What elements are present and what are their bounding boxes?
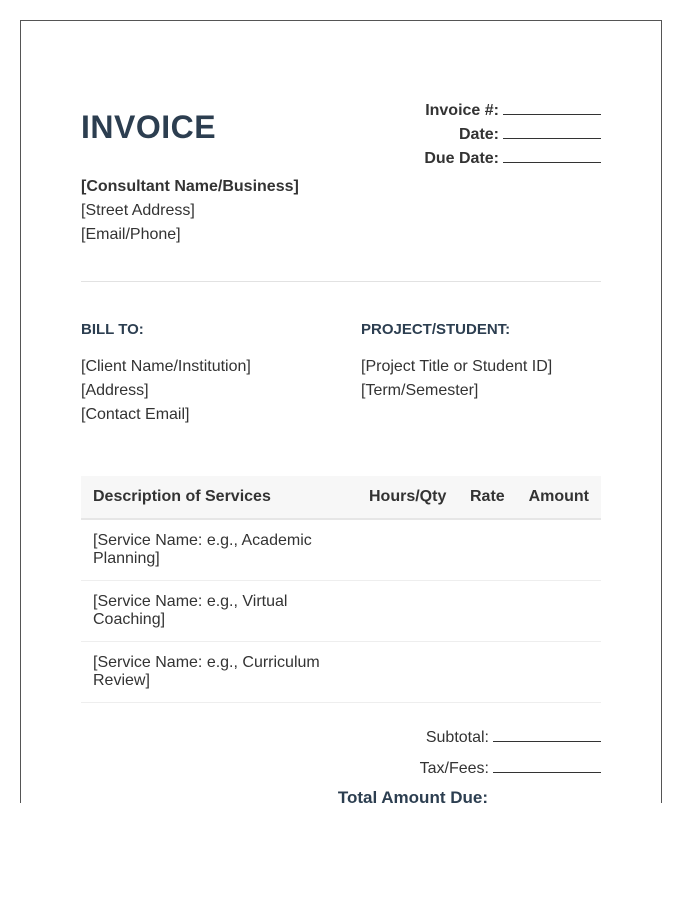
consultant-contact: [Email/Phone] bbox=[81, 226, 181, 243]
table-row bbox=[81, 520, 601, 581]
service-description: [Service Name: e.g., Curriculum Review] bbox=[93, 654, 320, 689]
invoice-date-field[interactable] bbox=[503, 125, 601, 139]
bill-to-line: [Address] bbox=[81, 382, 149, 399]
invoice-page bbox=[20, 20, 662, 803]
consultant-info bbox=[81, 175, 299, 247]
bill-to-line: [Client Name/Institution] bbox=[81, 358, 251, 375]
due-date-label: Due Date: bbox=[424, 150, 499, 167]
header-amount: Amount bbox=[528, 488, 589, 505]
project-line: [Project Title or Student ID] bbox=[361, 358, 553, 375]
subtotal-field[interactable] bbox=[493, 727, 601, 742]
table-row bbox=[81, 642, 601, 703]
table-header bbox=[81, 476, 601, 520]
table-row bbox=[81, 581, 601, 642]
service-description: [Service Name: e.g., Virtual Coaching] bbox=[93, 593, 288, 628]
invoice-meta bbox=[424, 101, 601, 173]
total-due-label: Total Amount Due: bbox=[337, 788, 488, 803]
bill-to-heading: BILL TO: bbox=[81, 321, 144, 338]
services-table bbox=[81, 476, 601, 703]
subtotal-row bbox=[338, 727, 601, 758]
consultant-street: [Street Address] bbox=[81, 202, 195, 219]
section-divider bbox=[81, 281, 601, 282]
invoice-date-label: Date: bbox=[458, 126, 499, 143]
tax-label: Tax/Fees: bbox=[419, 760, 489, 777]
totals-section bbox=[338, 727, 601, 803]
invoice-number-row bbox=[424, 101, 601, 125]
tax-row bbox=[338, 758, 601, 789]
header-description: Description of Services bbox=[93, 488, 271, 505]
consultant-name: [Consultant Name/Business] bbox=[81, 178, 299, 195]
project-line: [Term/Semester] bbox=[361, 382, 479, 399]
bill-to-section bbox=[81, 321, 251, 427]
invoice-number-field[interactable] bbox=[503, 101, 601, 115]
total-due-row bbox=[338, 789, 601, 803]
bill-to-line: [Contact Email] bbox=[81, 406, 190, 423]
subtotal-label: Subtotal: bbox=[425, 729, 489, 746]
due-date-field[interactable] bbox=[503, 149, 601, 163]
header-rate: Rate bbox=[470, 488, 505, 505]
invoice-date-row bbox=[424, 125, 601, 149]
project-section bbox=[361, 321, 552, 403]
invoice-title: INVOICE bbox=[81, 109, 217, 145]
tax-field[interactable] bbox=[493, 758, 601, 773]
project-heading: PROJECT/STUDENT: bbox=[361, 321, 511, 338]
invoice-number-label: Invoice #: bbox=[425, 102, 499, 119]
service-description: [Service Name: e.g., Academic Planning] bbox=[93, 532, 312, 567]
due-date-row bbox=[424, 149, 601, 173]
header-hours: Hours/Qty bbox=[369, 488, 447, 505]
